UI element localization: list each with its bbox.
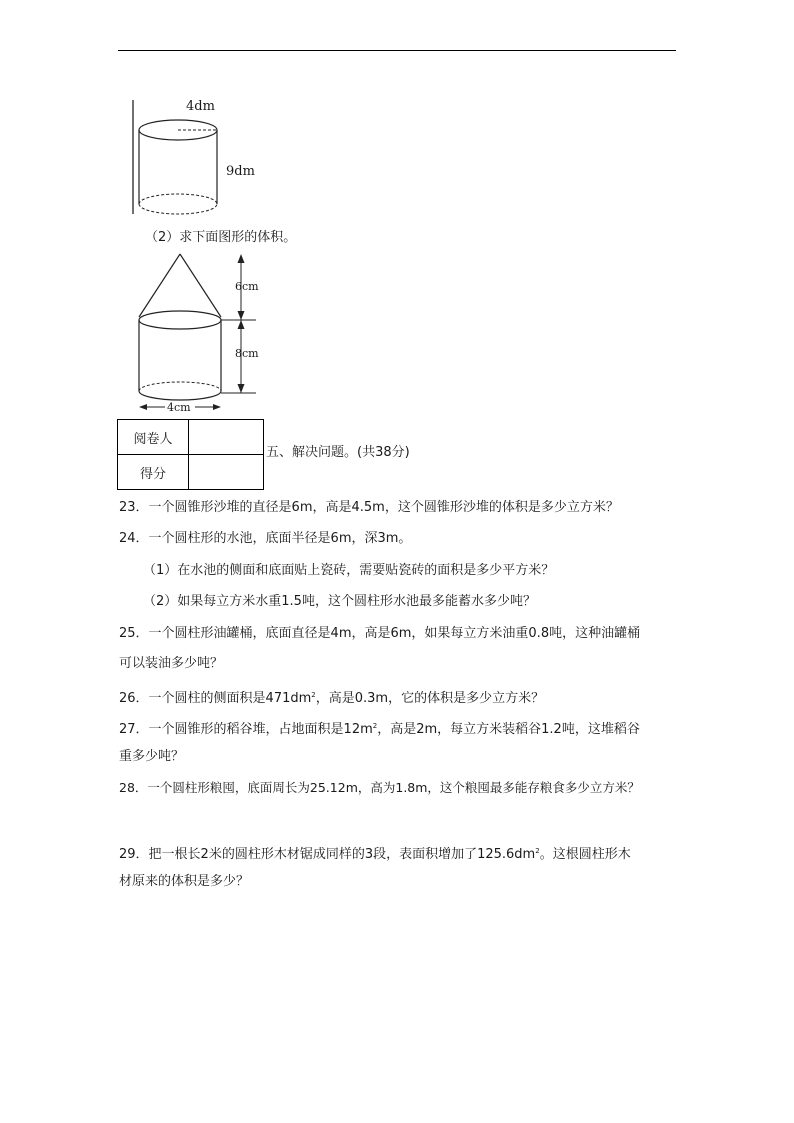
question-27-line2: 重多少吨？: [119, 749, 185, 764]
question-29-line2: 材原来的体积是多少？: [119, 874, 250, 889]
cone-right-edge: [180, 254, 221, 317]
header-rule: [118, 50, 676, 51]
bottom-arc-front: [139, 204, 217, 214]
reviewer-row: [118, 420, 264, 455]
score-label: 得分: [118, 455, 189, 490]
q22-part2-text: （2）求下面图形的体积。: [145, 230, 297, 245]
section-title: 五、解决问题。(共38分): [266, 445, 410, 460]
arrow-down-mid: [238, 311, 245, 320]
q27-text-pre: 27．一个圆锥形的稻谷堆，占地面积是12m: [119, 722, 373, 737]
arrow-down-bottom: [238, 384, 245, 393]
question-24: 24．一个圆柱形的水池，底面半径是6m，深3m。: [119, 531, 412, 546]
height-label: 9dm: [226, 164, 255, 179]
q26-text-post: ，高是0.3m，它的体积是多少立方米？: [315, 691, 545, 706]
cone-left-edge: [139, 254, 180, 317]
score-table: [117, 419, 264, 490]
cylinder-figure: [130, 92, 270, 220]
score-cell: [189, 455, 264, 490]
cyl-height-label: 8cm: [235, 347, 259, 360]
reviewer-cell: [189, 420, 264, 455]
cone-height-label: 6cm: [235, 280, 259, 293]
question-24-part1: （1）在水池的侧面和底面贴上瓷砖，需要贴瓷砖的面积是多少平方米？: [143, 563, 555, 578]
question-27-line1: [119, 717, 640, 739]
question-29-line1: [119, 842, 631, 864]
arrow-up-top: [238, 254, 245, 263]
arrow-up-mid: [238, 320, 245, 329]
q29-superscript: 2: [535, 847, 540, 855]
arrow-left: [139, 404, 147, 410]
cone-cylinder-figure: [128, 250, 278, 420]
q26-text-pre: 26．一个圆柱的侧面积是471dm: [119, 691, 312, 706]
diameter-label-2: 4cm: [167, 401, 191, 414]
diameter-label: 4dm: [186, 99, 215, 114]
bottom-arc-back: [139, 194, 217, 204]
q29-text-post: 。这根圆柱形木: [539, 847, 631, 862]
question-25-line2: 可以装油多少吨？: [119, 656, 224, 671]
question-26: [119, 686, 544, 708]
base-arc-back: [139, 382, 221, 391]
arrow-right: [213, 404, 221, 410]
reviewer-label: 阅卷人: [118, 420, 189, 455]
question-25-line1: 25．一个圆柱形油罐桶，底面直径是4m，高是6m，如果每立方米油重0.8吨，这种油罐桶: [119, 626, 641, 641]
question-28: 28．一个圆柱形粮囤，底面周长为25.12m，高为1.8m，这个粮囤最多能存粮食多少立方米？: [119, 780, 640, 795]
q27-superscript: 2: [372, 722, 378, 730]
q29-text-pre: 29．把一根长2米的圆柱形木材锯成同样的3段，表面积增加了125.6dm: [119, 847, 536, 862]
q27-text-post: ，高是2m，每立方米装稻谷1.2吨，这堆稻谷: [377, 722, 640, 737]
mid-ellipse: [139, 311, 221, 329]
q26-superscript: 2: [311, 691, 316, 699]
question-23: 23．一个圆锥形沙堆的直径是6m，高是4.5m，这个圆锥形沙堆的体积是多少立方米？: [119, 500, 619, 515]
base-arc-front: [139, 391, 221, 400]
question-24-part2: （2）如果每立方米水重1.5吨，这个圆柱形水池最多能蓄水多少吨？: [143, 594, 536, 609]
score-row: [118, 455, 264, 490]
